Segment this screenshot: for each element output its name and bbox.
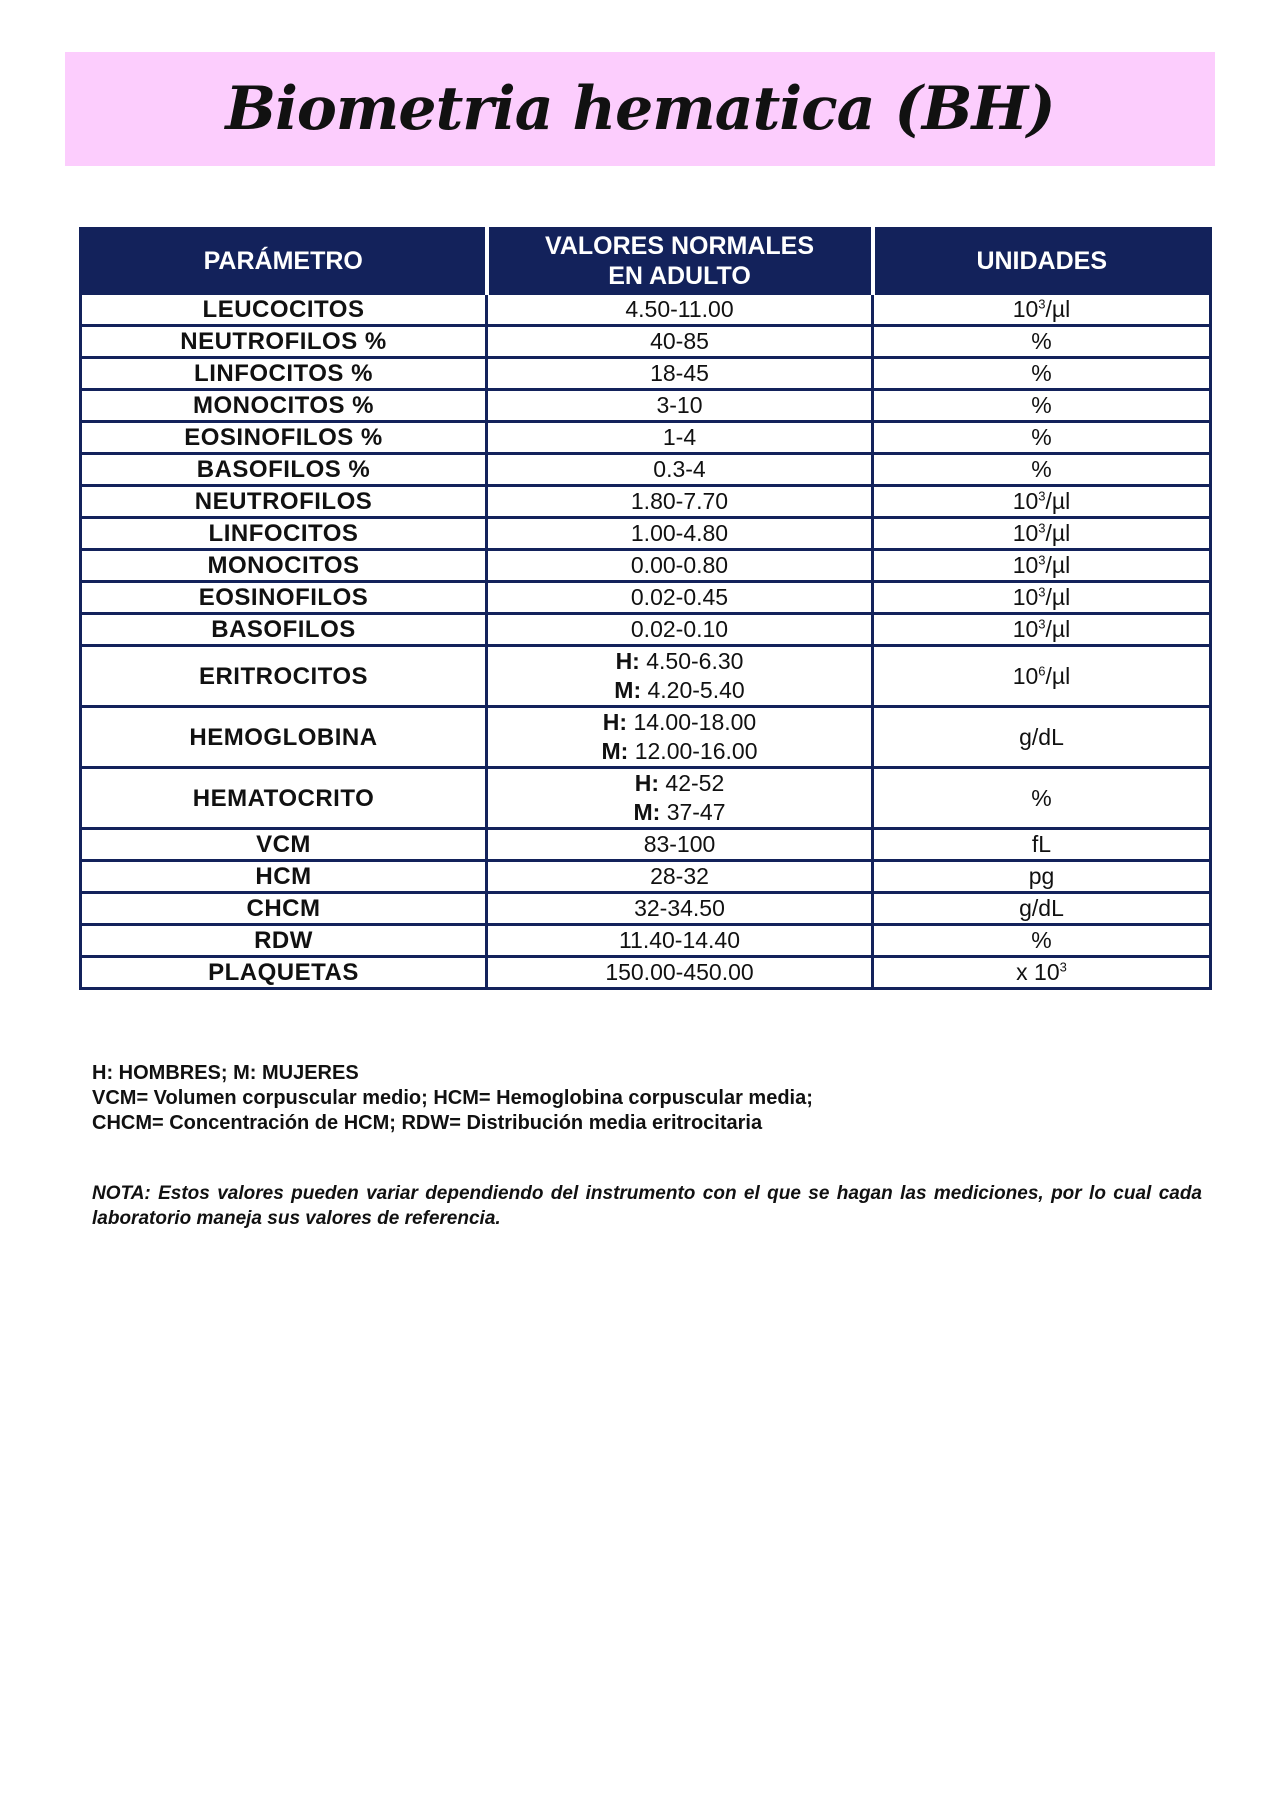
male-label: H: [602, 709, 628, 735]
table-row [81, 925, 1211, 957]
page-title: Biometria hematica (BH) [225, 74, 1055, 144]
unit-suffix: /µl [1045, 520, 1071, 546]
table-row [81, 893, 1211, 925]
table-row [81, 614, 1211, 646]
male-label: H: [634, 770, 660, 796]
unit-cell [873, 893, 1211, 925]
table-row [81, 550, 1211, 582]
header-units: UNIDADES [873, 229, 1211, 294]
param-cell: HEMOGLOBINA [81, 707, 487, 768]
unit-exponent: 3 [1038, 520, 1046, 536]
unit-exponent: 3 [1059, 959, 1067, 975]
table-row [81, 582, 1211, 614]
value-cell: 3-10 [487, 390, 873, 422]
unit-cell [873, 614, 1211, 646]
unit-base: pg [1028, 863, 1055, 889]
param-cell: MONOCITOS [81, 550, 487, 582]
unit-base: g/dL [1019, 723, 1064, 750]
unit-cell [873, 518, 1211, 550]
unit-cell [873, 957, 1211, 989]
table-row [81, 358, 1211, 390]
param-cell: LEUCOCITOS [81, 294, 487, 326]
table-body [81, 294, 1211, 989]
value-cell: 150.00-450.00 [487, 957, 873, 989]
unit-base: g/dL [1019, 895, 1064, 921]
unit-cell [873, 486, 1211, 518]
header-values [487, 229, 873, 294]
param-cell: NEUTROFILOS % [81, 326, 487, 358]
header-values-line2: EN ADULTO [608, 262, 751, 290]
value-cell: 40-85 [487, 326, 873, 358]
value-cell [487, 707, 873, 768]
table-row [81, 768, 1211, 829]
value-cell: 1.80-7.70 [487, 486, 873, 518]
unit-suffix: /µl [1045, 552, 1071, 578]
unit-base: % [1031, 392, 1052, 418]
value-cell: 1.00-4.80 [487, 518, 873, 550]
unit-cell [873, 294, 1211, 326]
unit-suffix: /µl [1045, 584, 1071, 610]
value-cell: 11.40-14.40 [487, 925, 873, 957]
female-range [488, 676, 871, 705]
param-cell: NEUTROFILOS [81, 486, 487, 518]
value-cell: 0.3-4 [487, 454, 873, 486]
param-cell: HCM [81, 861, 487, 893]
table-row [81, 486, 1211, 518]
table-row [81, 294, 1211, 326]
unit-cell [873, 768, 1211, 829]
unit-cell [873, 358, 1211, 390]
female-value: 12.00-16.00 [634, 738, 758, 764]
unit-base: 10 [1012, 488, 1039, 514]
table-row [81, 829, 1211, 861]
unit-cell [873, 829, 1211, 861]
param-cell: BASOFILOS % [81, 454, 487, 486]
param-cell: EOSINOFILOS % [81, 422, 487, 454]
male-value: 42-52 [665, 770, 725, 796]
param-cell: EOSINOFILOS [81, 582, 487, 614]
notes-line-2: VCM= Volumen corpuscular medio; HCM= Hemoglobina corpuscular media; [92, 1087, 813, 1109]
unit-suffix: /µl [1045, 296, 1071, 322]
value-cell: 32-34.50 [487, 893, 873, 925]
param-cell: LINFOCITOS % [81, 358, 487, 390]
unit-base: % [1031, 456, 1052, 482]
unit-cell [873, 454, 1211, 486]
value-cell: 28-32 [487, 861, 873, 893]
table-row [81, 707, 1211, 768]
unit-suffix: /µl [1045, 616, 1071, 642]
value-cell: 0.00-0.80 [487, 550, 873, 582]
unit-cell [873, 422, 1211, 454]
unit-cell [873, 646, 1211, 707]
value-cell: 0.02-0.10 [487, 614, 873, 646]
unit-base: 10 [1012, 584, 1039, 610]
male-range [488, 769, 871, 798]
value-cell: 83-100 [487, 829, 873, 861]
param-cell: VCM [81, 829, 487, 861]
unit-cell [873, 925, 1211, 957]
unit-exponent: 3 [1038, 296, 1046, 312]
table-row [81, 861, 1211, 893]
title-banner [65, 52, 1215, 166]
unit-cell [873, 861, 1211, 893]
table-row [81, 518, 1211, 550]
table-row [81, 326, 1211, 358]
male-value: 4.50-6.30 [646, 648, 744, 674]
unit-exponent: 6 [1038, 662, 1046, 678]
value-cell: 1-4 [487, 422, 873, 454]
param-cell: RDW [81, 925, 487, 957]
female-label: M: [614, 677, 642, 703]
unit-base: % [1031, 784, 1052, 811]
param-cell: BASOFILOS [81, 614, 487, 646]
abbreviation-notes [92, 1061, 1202, 1136]
value-cell: 18-45 [487, 358, 873, 390]
unit-base: 10 [1012, 520, 1039, 546]
unit-base: % [1031, 328, 1052, 354]
unit-cell [873, 707, 1211, 768]
param-cell: MONOCITOS % [81, 390, 487, 422]
unit-base: 10 [1012, 662, 1039, 689]
notes-line-3: CHCM= Concentración de HCM; RDW= Distribución media eritrocitaria [92, 1112, 763, 1134]
value-cell: 0.02-0.45 [487, 582, 873, 614]
table-header-row [81, 229, 1211, 294]
param-cell: PLAQUETAS [81, 957, 487, 989]
unit-exponent: 3 [1038, 552, 1046, 568]
table-row [81, 454, 1211, 486]
unit-cell [873, 390, 1211, 422]
param-cell: ERITROCITOS [81, 646, 487, 707]
unit-base: % [1031, 360, 1052, 386]
unit-base: fL [1031, 831, 1052, 857]
unit-exponent: 3 [1038, 584, 1046, 600]
header-param: PARÁMETRO [81, 229, 487, 294]
male-range [488, 647, 871, 676]
unit-base: 10 [1012, 616, 1039, 642]
param-cell: HEMATOCRITO [81, 768, 487, 829]
male-value: 14.00-18.00 [633, 709, 757, 735]
unit-base: x 10 [1016, 959, 1060, 985]
param-cell: LINFOCITOS [81, 518, 487, 550]
female-value: 37-47 [666, 799, 726, 825]
male-range [488, 708, 871, 737]
female-value: 4.20-5.40 [647, 677, 745, 703]
notes-line-1: H: HOMBRES; M: MUJERES [92, 1062, 359, 1084]
value-cell [487, 768, 873, 829]
reference-table [79, 227, 1212, 990]
value-cell: 4.50-11.00 [487, 294, 873, 326]
unit-base: 10 [1012, 296, 1039, 322]
unit-cell [873, 550, 1211, 582]
unit-suffix: /µl [1045, 662, 1071, 689]
female-range [488, 737, 871, 766]
unit-exponent: 3 [1038, 616, 1046, 632]
unit-exponent: 3 [1038, 488, 1046, 504]
param-cell: CHCM [81, 893, 487, 925]
female-range [488, 798, 871, 827]
table-row [81, 390, 1211, 422]
unit-base: % [1031, 927, 1052, 953]
table-row [81, 957, 1211, 989]
female-label: M: [633, 799, 661, 825]
nota-paragraph: NOTA: Estos valores pueden variar dependiendo del instrumento con el que se hagan las mediciones, por lo cual cada laboratorio maneja sus valores de referencia. [92, 1183, 1202, 1229]
male-label: H: [615, 648, 640, 674]
table-row [81, 422, 1211, 454]
unit-base: % [1031, 424, 1052, 450]
value-cell [487, 646, 873, 707]
unit-cell [873, 582, 1211, 614]
table-row [81, 646, 1211, 707]
header-values-line1: VALORES NORMALES [545, 232, 814, 260]
unit-cell [873, 326, 1211, 358]
unit-base: 10 [1012, 552, 1039, 578]
female-label: M: [601, 738, 629, 764]
unit-suffix: /µl [1045, 488, 1071, 514]
